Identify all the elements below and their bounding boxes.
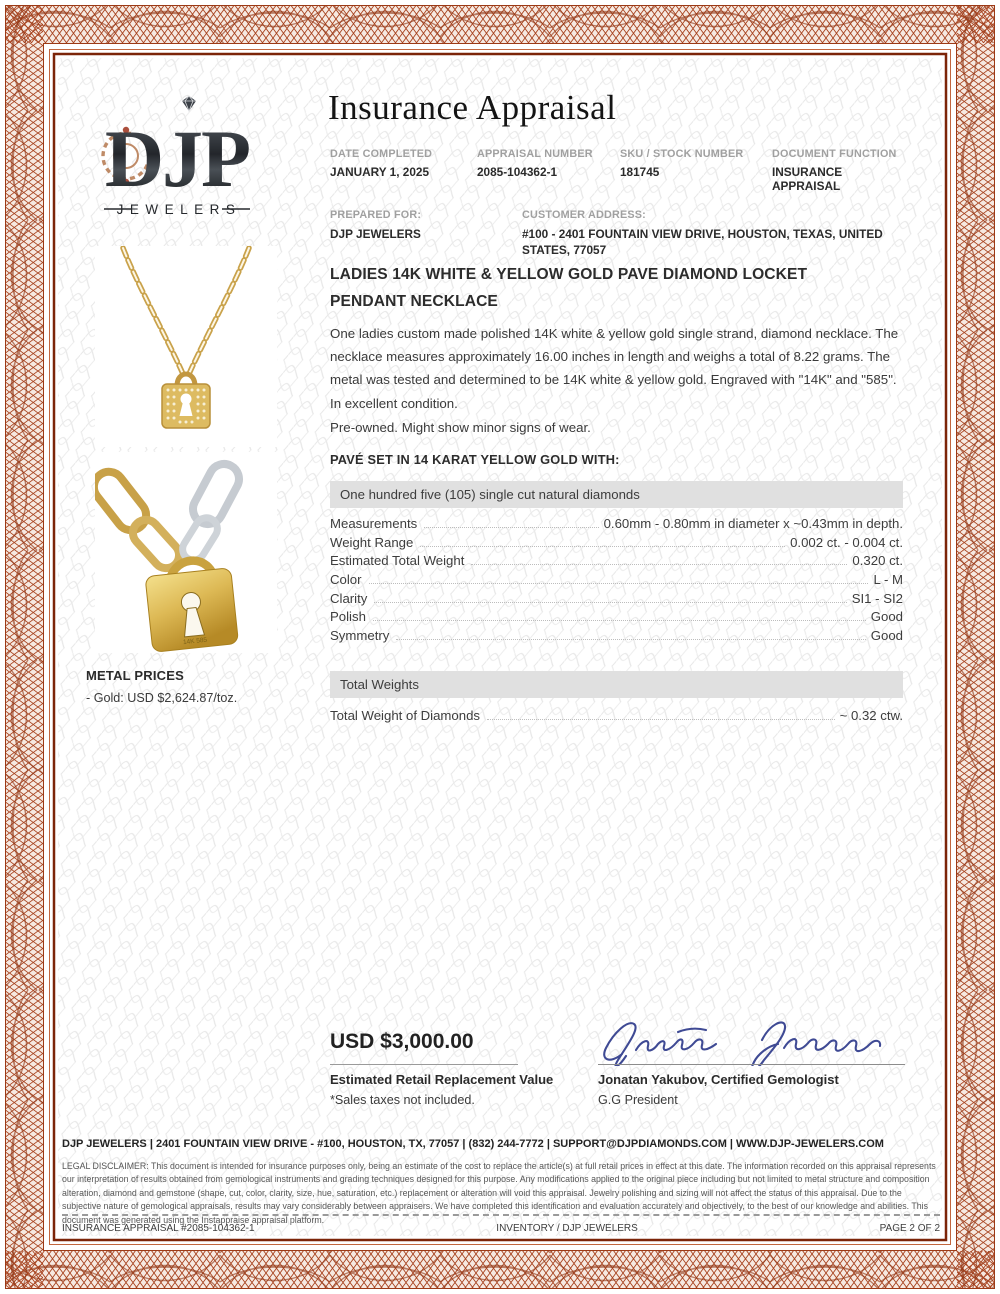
signature-script bbox=[594, 1018, 906, 1066]
bottom-bar-center: INVENTORY / DJP JEWELERS bbox=[496, 1223, 638, 1234]
value-label: Estimated Retail Replacement Value bbox=[330, 1072, 554, 1087]
spec-value: Good bbox=[870, 609, 903, 625]
dotted-leader bbox=[420, 546, 785, 547]
meta-label: APPRAISAL NUMBER bbox=[477, 148, 593, 160]
spec-label: Total Weight of Diamonds bbox=[330, 708, 481, 723]
bottom-bar bbox=[62, 1214, 940, 1234]
dotted-leader bbox=[487, 719, 835, 720]
legal-disclaimer: LEGAL DISCLAIMER: This document is intended for insurance purposes only, being an estimate of the cost to replace the article(s) at full retail prices in effect at this date. The information recorded on this appraisal represents our interpretation of results obtained from gemological instruments and grading techniques designed for this purpose. Any modifications applied to the original piece including but not limited to metal structure and composition alteration, diamond and gemstone (shape, cut, color, clarity, size, hue, saturation, etc.) replacement or alteration will void this appraisal. Jewelry polishing and sizing will not affect the status of this appraisal. Due to the subjective nature of gemological appraisals, results may vary considerably between appraisers. We have completed this identification and evaluation accurately and objectively, to the best of our knowledge and abilities. This document was generated using the Instappraise appraisal platform. bbox=[62, 1161, 936, 1225]
meta-field-date bbox=[330, 148, 477, 193]
dotted-leader bbox=[369, 583, 869, 584]
spec-value: SI1 - SI2 bbox=[851, 590, 903, 606]
meta-field-sku bbox=[620, 148, 772, 193]
prepared-for-row bbox=[330, 209, 908, 258]
meta-grid bbox=[330, 148, 908, 193]
gemologist-name: Jonatan Yakubov, Certified Gemologist bbox=[598, 1072, 839, 1087]
logo-sub-text: JEWELERS bbox=[116, 202, 242, 217]
spec-label: Weight Range bbox=[330, 534, 414, 550]
dotted-leader bbox=[424, 527, 598, 528]
spec-label: Clarity bbox=[330, 590, 368, 606]
product-photo-lock-closeup bbox=[95, 452, 277, 653]
dotted-leader bbox=[374, 602, 846, 603]
spec-value: 0.320 ct. bbox=[852, 553, 903, 569]
stone-summary-bar: One hundred five (105) single cut natural diamonds bbox=[330, 481, 903, 508]
value-underline bbox=[330, 1064, 518, 1065]
total-weights-bar: Total Weights bbox=[330, 671, 903, 698]
spec-value: L - M bbox=[873, 572, 903, 588]
product-photo-necklace bbox=[95, 246, 277, 447]
meta-value: 2085-104362-1 bbox=[477, 165, 558, 179]
item-title: LADIES 14K WHITE & YELLOW GOLD PAVE DIAMOND LOCKET PENDANT NECKLACE bbox=[330, 266, 808, 310]
bottom-bar-left: INSURANCE APPRAISAL #2085-104362-1 bbox=[62, 1223, 255, 1234]
signature-line bbox=[598, 1064, 905, 1065]
document-title: Insurance Appraisal bbox=[328, 88, 617, 127]
spec-label: Color bbox=[330, 572, 362, 588]
spec-row bbox=[330, 516, 903, 535]
spec-row bbox=[330, 591, 903, 610]
customer-address bbox=[522, 209, 908, 258]
spec-row bbox=[330, 572, 903, 591]
pave-section-heading: PAVÉ SET IN 14 KARAT YELLOW GOLD WITH: bbox=[330, 452, 620, 467]
metal-price-gold: - Gold: USD $2,624.87/toz. bbox=[86, 691, 238, 705]
spec-value: ~ 0.32 ctw. bbox=[839, 708, 903, 723]
appraised-value: USD $3,000.00 bbox=[330, 1030, 474, 1053]
dotted-leader bbox=[373, 620, 866, 621]
gemologist-title: G.G President bbox=[598, 1093, 678, 1107]
meta-value: INSURANCE APPRAISAL bbox=[772, 165, 843, 193]
spec-row bbox=[330, 628, 903, 647]
meta-label: DOCUMENT FUNCTION bbox=[772, 148, 897, 160]
store-contact-line: DJP JEWELERS | 2401 FOUNTAIN VIEW DRIVE - #100, HOUSTON, TX, 77057 | (832) 244-7772 | SUPPORT@DJPDIAMONDS.COM | WWW.DJP-JEWELERS.COM bbox=[62, 1138, 884, 1150]
meta-field-function bbox=[772, 148, 908, 193]
meta-label: SKU / STOCK NUMBER bbox=[620, 148, 744, 160]
metal-prices-heading: METAL PRICES bbox=[86, 668, 184, 683]
spec-value: 0.002 ct. - 0.004 ct. bbox=[790, 534, 903, 550]
spec-label: Symmetry bbox=[330, 628, 390, 644]
dotted-leader bbox=[396, 639, 865, 640]
meta-value: 181745 bbox=[620, 165, 660, 179]
spec-label: Polish bbox=[330, 609, 366, 625]
meta-label: DATE COMPLETED bbox=[330, 148, 433, 160]
condition-note: Pre-owned. Might show minor signs of wear. bbox=[330, 420, 591, 435]
prepared-for bbox=[330, 209, 522, 258]
spec-label: Estimated Total Weight bbox=[330, 553, 465, 569]
brand-logo bbox=[92, 90, 268, 226]
engraving-text: 14K 585 bbox=[182, 636, 208, 647]
bottom-bar-right: PAGE 2 OF 2 bbox=[879, 1223, 940, 1234]
meta-label: CUSTOMER ADDRESS: bbox=[522, 209, 646, 221]
item-description: One ladies custom made polished 14K white & yellow gold single strand, diamond necklace. The necklace measures approximately 16.00 inches in length and weighs a total of 8.22 grams. The metal was tested and determined to be 14K white & yellow gold. Engraved with "14K" and "585". In excellent condition. bbox=[330, 326, 899, 411]
sales-tax-note: *Sales taxes not included. bbox=[330, 1093, 475, 1107]
meta-value: JANUARY 1, 2025 bbox=[330, 165, 430, 179]
meta-value: DJP JEWELERS bbox=[330, 227, 421, 241]
spec-table bbox=[330, 516, 903, 647]
meta-value: #100 - 2401 FOUNTAIN VIEW DRIVE, HOUSTON, TEXAS, UNITED STATES, 77057 bbox=[522, 227, 883, 257]
dotted-leader bbox=[471, 564, 847, 565]
spec-value: Good bbox=[870, 628, 903, 644]
spec-row bbox=[330, 535, 903, 554]
meta-label: PREPARED FOR: bbox=[330, 209, 422, 221]
logo-brand-text: DJP bbox=[104, 113, 250, 204]
spec-row bbox=[330, 609, 903, 628]
spec-label: Measurements bbox=[330, 516, 418, 531]
spec-row bbox=[330, 553, 903, 572]
diamond-icon bbox=[182, 96, 196, 111]
meta-field-appraisal-number bbox=[477, 148, 620, 193]
spec-value: 0.60mm - 0.80mm in diameter x ~0.43mm in depth. bbox=[603, 516, 903, 531]
total-weight-row bbox=[330, 708, 903, 727]
